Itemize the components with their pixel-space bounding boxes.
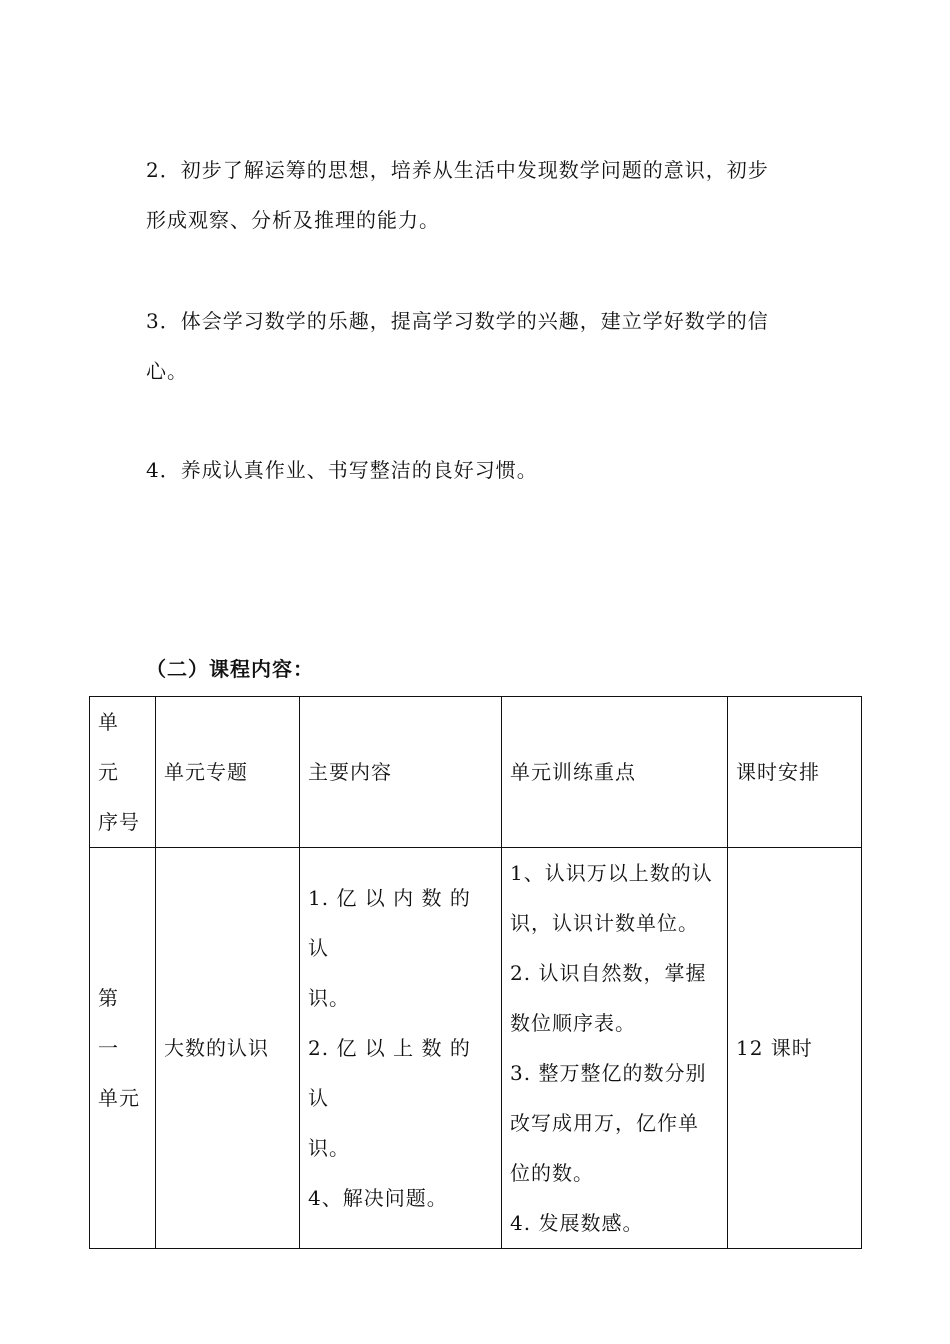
header-hours xyxy=(728,697,862,848)
cell-hours xyxy=(728,848,862,1249)
unit-no-line-2: 单元 xyxy=(98,1086,140,1110)
key-points-line: 3. 整万整亿的数分别 xyxy=(510,1061,707,1085)
key-points-line: 1、认识万以上数的认 xyxy=(510,861,713,885)
section-heading: （二）课程内容： xyxy=(146,657,314,681)
header-unit-no-line-1: 单 元 xyxy=(98,710,119,784)
header-key-points xyxy=(502,697,728,848)
header-hours-label: 课时安排 xyxy=(736,760,820,784)
topic-text: 大数的认识 xyxy=(164,1036,269,1060)
objective-3-line-1: 3．体会学习数学的乐趣，提高学习数学的兴趣，建立学好数学的信 xyxy=(146,309,769,333)
header-topic xyxy=(156,697,300,848)
main-content-line: 4、解决问题。 xyxy=(308,1186,448,1210)
key-points-line: 数位顺序表。 xyxy=(510,1011,636,1035)
hours-text: 12 课时 xyxy=(736,1036,813,1060)
key-points-line: 位的数。 xyxy=(510,1161,594,1185)
header-topic-label: 单元专题 xyxy=(164,760,248,784)
objective-3 xyxy=(146,296,812,396)
key-points-line: 识，认识计数单位。 xyxy=(510,911,699,935)
cell-unit-no xyxy=(90,848,156,1249)
cell-topic xyxy=(156,848,300,1249)
table-header-row xyxy=(90,697,862,848)
header-unit-no-line-2: 序号 xyxy=(98,810,140,834)
header-main-content-label: 主要内容 xyxy=(308,760,392,784)
objective-2-line-2: 形成观察、分析及推理的能力。 xyxy=(146,208,440,232)
unit-no-line-1: 第 一 xyxy=(98,986,119,1060)
main-content-line: 2. 亿 以 上 数 的 认 xyxy=(308,1036,471,1110)
main-content-line: 1. 亿 以 内 数 的 认 xyxy=(308,886,471,960)
key-points-line: 4. 发展数感。 xyxy=(510,1211,644,1235)
key-points-line: 改写成用万，亿作单 xyxy=(510,1111,699,1135)
header-unit-no xyxy=(90,697,156,848)
objective-2-line-1: 2．初步了解运筹的思想，培养从生活中发现数学问题的意识，初步 xyxy=(146,158,769,182)
key-points-line: 2. 认识自然数，掌握 xyxy=(510,961,707,985)
cell-key-points xyxy=(502,848,728,1249)
main-content-line: 识。 xyxy=(308,986,350,1010)
objective-4-line-1: 4．养成认真作业、书写整洁的良好习惯。 xyxy=(146,458,538,482)
header-main-content xyxy=(300,697,502,848)
objective-4 xyxy=(146,445,812,495)
cell-main-content xyxy=(300,848,502,1249)
header-key-points-label: 单元训练重点 xyxy=(510,760,636,784)
objective-3-line-2: 心。 xyxy=(146,359,188,383)
main-content-line: 识。 xyxy=(308,1136,350,1160)
table-row xyxy=(90,848,862,1249)
course-content-table xyxy=(89,696,862,1249)
objective-2 xyxy=(146,145,812,245)
